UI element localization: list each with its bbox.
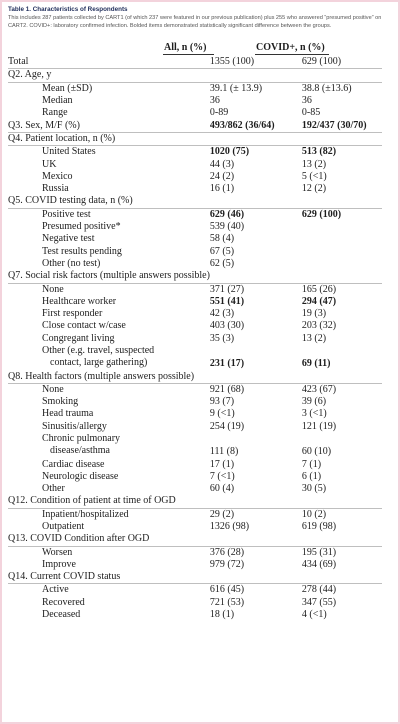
row-label: None: [42, 383, 64, 395]
cell-covid: 13 (2): [301, 158, 327, 170]
table-section-row: [8, 495, 382, 508]
cell-covid: 30 (5): [301, 483, 327, 495]
cell-covid: 294 (47): [301, 295, 337, 307]
cell-covid: [302, 270, 382, 283]
table-row: [8, 508, 382, 521]
cell-covid: 195 (31): [301, 546, 337, 558]
row-label: Neurologic disease: [42, 470, 119, 482]
table-caption: This includes 287 patients collected by CART1 (of which 237 were featured in our previous publication) plus 255 who answered “presumed positive” on CART2. COVID+: laboratory confirmed infection. Bolded items demonstrated statistically significant difference between the groups.: [8, 15, 382, 29]
cell-covid: 434 (69): [301, 558, 337, 570]
table-section-row: [8, 371, 382, 384]
cell-covid: [302, 132, 382, 145]
cell-all: 403 (30): [209, 320, 245, 332]
cell-all: 29 (2): [209, 508, 235, 520]
cell-covid: 121 (19): [301, 420, 337, 432]
table-row: [8, 471, 382, 483]
row-label: [8, 433, 210, 459]
cell-all: [210, 195, 302, 208]
cell-all: 1020 (75): [209, 146, 250, 158]
row-label: Cardiac disease: [42, 458, 105, 470]
table-section-row: [8, 195, 382, 208]
cell-all: 371 (27): [209, 283, 245, 295]
row-label: Q3. Sex, M/F (%): [8, 120, 210, 133]
row-label: Q4. Patient location, n (%): [8, 132, 210, 145]
cell-all: 231 (17): [209, 358, 245, 370]
cell-covid: 39 (6): [301, 396, 327, 408]
cell-all: 36: [209, 95, 220, 107]
cell-all: 18 (1): [209, 609, 235, 621]
cell-all: 60 (4): [209, 483, 235, 495]
cell-covid: 165 (26): [301, 283, 337, 295]
table-row: [8, 221, 382, 233]
cell-covid: 3 (<1): [301, 408, 327, 420]
cell-covid: 5 (<1): [301, 170, 327, 182]
cell-covid: [302, 246, 382, 258]
cell-all: 9 (<1): [209, 408, 235, 420]
cell-covid: [302, 495, 382, 508]
row-label: Q14. Current COVID status: [8, 571, 210, 584]
row-label: Q2. Age, y: [8, 69, 210, 82]
table-row: [8, 546, 382, 559]
row-label: Head trauma: [42, 408, 94, 420]
row-label: Q7. Social risk factors (multiple answers possible): [8, 270, 210, 282]
cell-all: 24 (2): [209, 170, 235, 182]
column-header-underline: [255, 54, 329, 55]
table-row: [8, 320, 382, 332]
table-section-row: [8, 533, 382, 546]
cell-covid: [302, 69, 382, 82]
cell-all: 376 (28): [209, 546, 245, 558]
cell-covid: 619 (98): [301, 520, 337, 532]
cell-all: [210, 571, 302, 584]
table-row: [8, 584, 382, 597]
table-section-row: [8, 270, 382, 283]
table-section-row: [8, 571, 382, 584]
cell-all: 721 (53): [209, 596, 245, 608]
cell-all: 39.1 (± 13.9): [209, 82, 263, 94]
cell-covid: 278 (44): [301, 584, 337, 596]
row-label: Q12. Condition of patient at time of OGD: [8, 495, 210, 508]
row-label: Mean (±SD): [42, 82, 93, 94]
row-label: Range: [42, 107, 68, 119]
table-row: [8, 208, 382, 221]
cell-all: 17 (1): [209, 458, 235, 470]
table-row: [8, 82, 382, 95]
cell-covid: 629 (100): [301, 208, 342, 220]
row-label: Deceased: [42, 609, 81, 621]
cell-all: 44 (3): [209, 158, 235, 170]
row-label: Congregant living: [42, 332, 115, 344]
cell-all: 35 (3): [209, 332, 235, 344]
cell-all: 58 (4): [209, 233, 235, 245]
row-label: None: [42, 283, 64, 295]
cell-covid: 69 (11): [301, 358, 331, 370]
table-row: [8, 345, 382, 371]
table-row: [8, 171, 382, 183]
table-section-row: [8, 56, 382, 69]
cell-covid: 4 (<1): [301, 609, 327, 621]
row-label-line: Other (e.g. travel, suspected: [42, 345, 155, 357]
cell-covid: [302, 233, 382, 245]
row-label: Sinusitis/allergy: [42, 420, 107, 432]
row-label: [8, 345, 210, 371]
row-label: Healthcare worker: [42, 295, 117, 307]
table-row: [8, 95, 382, 107]
cell-covid: 192/437 (30/70): [302, 120, 382, 133]
cell-covid: 38.8 (±13.6): [301, 82, 352, 94]
row-label: Close contact w/case: [42, 320, 126, 332]
row-label: Worsen: [42, 546, 73, 558]
row-label: UK: [42, 158, 57, 170]
cell-all: 551 (41): [209, 295, 245, 307]
column-header-all: All, n (%): [164, 42, 207, 54]
cell-all: 62 (5): [209, 257, 235, 269]
cell-all: 629 (46): [209, 208, 245, 220]
cell-covid: 19 (3): [301, 308, 327, 320]
cell-all: [210, 69, 302, 82]
row-label-line: disease/asthma: [50, 444, 110, 456]
cell-all: 979 (72): [209, 558, 245, 570]
cell-all: 42 (3): [209, 308, 235, 320]
cell-covid: 629 (100): [302, 56, 382, 69]
cell-all: 493/862 (36/64): [210, 120, 302, 133]
table-row: [8, 233, 382, 245]
row-label-line: contact, large gathering): [50, 356, 148, 368]
cell-all: [210, 495, 302, 508]
cell-covid: 10 (2): [301, 508, 327, 520]
cell-covid: 13 (2): [301, 332, 327, 344]
row-label: Negative test: [42, 233, 95, 245]
row-label: Q8. Health factors (multiple answers possible): [8, 371, 210, 384]
row-label: Mexico: [42, 170, 73, 182]
row-label: Improve: [42, 558, 76, 570]
cell-all: 111 (8): [209, 446, 239, 457]
document: [2, 2, 398, 621]
row-label: Total: [8, 56, 210, 69]
row-label: Presumed positive*: [42, 221, 121, 233]
row-label: Active: [42, 584, 69, 596]
table-row: [8, 483, 382, 495]
cell-covid: 60 (10): [301, 446, 332, 457]
table-title: Table 1. Characteristics of Respondents: [8, 6, 128, 13]
table-row: [8, 459, 382, 471]
cell-covid: 203 (32): [301, 320, 337, 332]
row-label: Q13. COVID Condition after OGD: [8, 533, 210, 546]
cell-all: 7 (<1): [209, 470, 235, 482]
cell-covid: 6 (1): [301, 470, 322, 482]
table-row: [8, 308, 382, 320]
table-row: [8, 383, 382, 396]
cell-covid: [302, 533, 382, 546]
cell-covid: 7 (1): [301, 458, 322, 470]
cell-all: 67 (5): [209, 245, 235, 257]
cell-covid: 347 (55): [301, 596, 337, 608]
cell-all: [210, 533, 302, 546]
cell-all: [210, 371, 302, 384]
cell-all: [210, 270, 302, 283]
row-label: Other: [42, 483, 65, 495]
table-row: [8, 283, 382, 296]
row-label: Test results pending: [42, 245, 122, 257]
cell-covid: [302, 195, 382, 208]
table-row: [8, 521, 382, 533]
cell-all: 254 (19): [209, 420, 245, 432]
table-row: [8, 333, 382, 345]
table-row: [8, 396, 382, 408]
cell-all: [210, 132, 302, 145]
table-section-row: [8, 69, 382, 82]
row-label: Recovered: [42, 596, 85, 608]
row-label: Other (no test): [42, 257, 101, 269]
cell-covid: [302, 571, 382, 584]
cell-all: 93 (7): [209, 396, 235, 408]
row-label: United States: [42, 146, 96, 158]
cell-covid: 513 (82): [301, 146, 337, 158]
cell-all: 1326 (98): [209, 520, 250, 532]
cell-covid: 423 (67): [301, 383, 337, 395]
column-header-underline: [163, 54, 214, 55]
table-row: [8, 107, 382, 119]
cell-all: 539 (40): [209, 221, 245, 233]
table-section-row: [8, 132, 382, 145]
table-row: [8, 408, 382, 420]
table-row: [8, 609, 382, 621]
cell-all: 921 (68): [209, 383, 245, 395]
column-header-covid: COVID+, n (%): [256, 42, 325, 54]
row-label-line: Chronic pulmonary: [42, 433, 121, 444]
row-label: Q5. COVID testing data, n (%): [8, 195, 210, 208]
table-row: [8, 258, 382, 270]
table-row: [8, 146, 382, 159]
table-row: [8, 559, 382, 571]
table-row: [8, 597, 382, 609]
cell-covid: [302, 258, 382, 270]
row-label: Median: [42, 95, 73, 107]
cell-all: 0-89: [209, 107, 229, 119]
cell-covid: [302, 371, 382, 384]
table-row: [8, 246, 382, 258]
cell-covid: 36: [301, 95, 312, 107]
cell-all: 616 (45): [209, 584, 245, 596]
table-row: [8, 421, 382, 433]
row-label: Outpatient: [42, 520, 85, 532]
row-label: Russia: [42, 183, 69, 195]
table-body: [8, 56, 382, 621]
table-row: [8, 183, 382, 195]
cell-all: 16 (1): [209, 183, 235, 195]
cell-covid: [302, 221, 382, 233]
table-row: [8, 159, 382, 171]
cell-covid: 0-85: [301, 107, 321, 119]
row-label: First responder: [42, 308, 103, 320]
table-row: [8, 433, 382, 459]
row-label: Inpatient/hospitalized: [42, 508, 129, 520]
cell-all: 1355 (100): [210, 56, 302, 69]
row-label: Smoking: [42, 396, 79, 408]
table-row: [8, 296, 382, 308]
cell-covid: 12 (2): [301, 183, 327, 195]
table-section-row: [8, 120, 382, 133]
row-label: Positive test: [42, 208, 91, 220]
